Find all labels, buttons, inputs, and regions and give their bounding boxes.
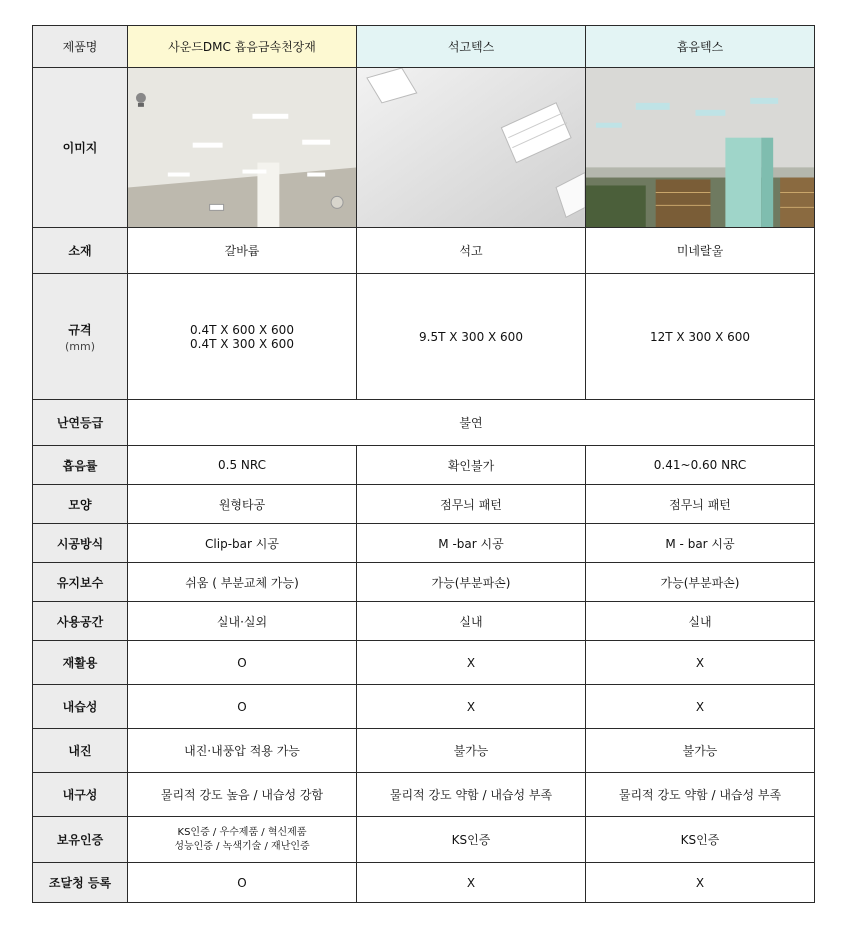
seismic-sound-dmc: 내진·내풍압 적용 가능 [128,729,357,773]
maintenance-gypsum-tex: 가능(부분파손) [357,563,586,602]
row-label-procurement: 조달청 등록 [33,863,128,903]
image-gypsum-tex [357,68,586,228]
absorption-sound-dmc: 0.5 NRC [128,446,357,485]
recycle-acoustic-tex: X [586,641,815,685]
row-label-spec [33,274,128,400]
row-label-material: 소재 [33,228,128,274]
maintenance-sound-dmc: 쉬움 ( 부분교체 가능) [128,563,357,602]
moisture-sound-dmc: O [128,685,357,729]
row-space [33,602,815,641]
row-seismic [33,729,815,773]
gypsum-ceiling-photo [357,68,585,227]
row-label-maintenance: 유지보수 [33,563,128,602]
row-label-moisture: 내습성 [33,685,128,729]
spec-gypsum-tex: 9.5T X 300 X 600 [357,274,586,400]
maintenance-acoustic-tex: 가능(부분파손) [586,563,815,602]
row-label-absorption: 흡음률 [33,446,128,485]
spec-acoustic-tex: 12T X 300 X 600 [586,274,815,400]
row-fire [33,400,815,446]
material-sound-dmc: 갈바륨 [128,228,357,274]
fire-grade-value: 불연 [128,400,815,446]
row-maintenance [33,563,815,602]
durability-gypsum-tex: 물리적 강도 약함 / 내습성 부족 [357,773,586,817]
row-label-durability: 내구성 [33,773,128,817]
row-label-certification: 보유인증 [33,817,128,863]
row-label-shape: 모양 [33,485,128,524]
certification-line-2: 성능인증 / 녹색기술 / 재난인증 [174,840,310,852]
certification-sound-dmc [128,817,357,863]
durability-sound-dmc: 물리적 강도 높음 / 내습성 강함 [128,773,357,817]
row-label-install: 시공방식 [33,524,128,563]
absorption-acoustic-tex: 0.41~0.60 NRC [586,446,815,485]
row-label-seismic: 내진 [33,729,128,773]
space-acoustic-tex: 실내 [586,602,815,641]
row-shape [33,485,815,524]
material-acoustic-tex: 미네랄울 [586,228,815,274]
row-certification [33,817,815,863]
product-gypsum-tex: 석고텍스 [357,26,586,68]
material-gypsum-tex: 석고 [357,228,586,274]
procurement-gypsum-tex: X [357,863,586,903]
product-sound-dmc: 사운드DMC 흡음금속천장재 [128,26,357,68]
install-sound-dmc: Clip-bar 시공 [128,524,357,563]
header-row [33,26,815,68]
procurement-sound-dmc: O [128,863,357,903]
row-label-recycle: 재활용 [33,641,128,685]
row-moisture [33,685,815,729]
recycle-gypsum-tex: X [357,641,586,685]
seismic-gypsum-tex: 불가능 [357,729,586,773]
row-durability [33,773,815,817]
header-label: 제품명 [33,26,128,68]
install-gypsum-tex: M -bar 시공 [357,524,586,563]
shape-gypsum-tex: 점무늬 패턴 [357,485,586,524]
spec-unit: (mm) [64,339,95,353]
row-label-image: 이미지 [33,68,128,228]
certification-gypsum-tex: KS인증 [357,817,586,863]
certification-acoustic-tex: KS인증 [586,817,815,863]
row-spec [33,274,815,400]
space-sound-dmc: 실내·실외 [128,602,357,641]
moisture-gypsum-tex: X [357,685,586,729]
spec-line-2: 0.4T X 300 X 600 [190,336,294,351]
product-acoustic-tex: 흡음텍스 [586,26,815,68]
comparison-table [32,25,815,903]
row-material [33,228,815,274]
row-label-fire: 난연등급 [33,400,128,446]
row-absorption [33,446,815,485]
acoustic-ceiling-photo [586,68,814,227]
row-install [33,524,815,563]
spec-line-1: 0.4T X 600 X 600 [190,322,294,337]
install-acoustic-tex: M - bar 시공 [586,524,815,563]
recycle-sound-dmc: O [128,641,357,685]
image-row [33,68,815,228]
moisture-acoustic-tex: X [586,685,815,729]
seismic-acoustic-tex: 불가능 [586,729,815,773]
row-recycle [33,641,815,685]
image-sound-dmc [128,68,357,228]
shape-sound-dmc: 원형타공 [128,485,357,524]
procurement-acoustic-tex: X [586,863,815,903]
row-label-space: 사용공간 [33,602,128,641]
row-procurement [33,863,815,903]
durability-acoustic-tex: 물리적 강도 약함 / 내습성 부족 [586,773,815,817]
certification-line-1: KS인증 / 우수제품 / 혁신제품 [177,826,307,838]
space-gypsum-tex: 실내 [357,602,586,641]
metal-ceiling-photo [128,68,356,227]
spec-label: 규격 [68,322,92,337]
spec-sound-dmc [128,274,357,400]
absorption-gypsum-tex: 확인불가 [357,446,586,485]
image-acoustic-tex [586,68,815,228]
shape-acoustic-tex: 점무늬 패턴 [586,485,815,524]
